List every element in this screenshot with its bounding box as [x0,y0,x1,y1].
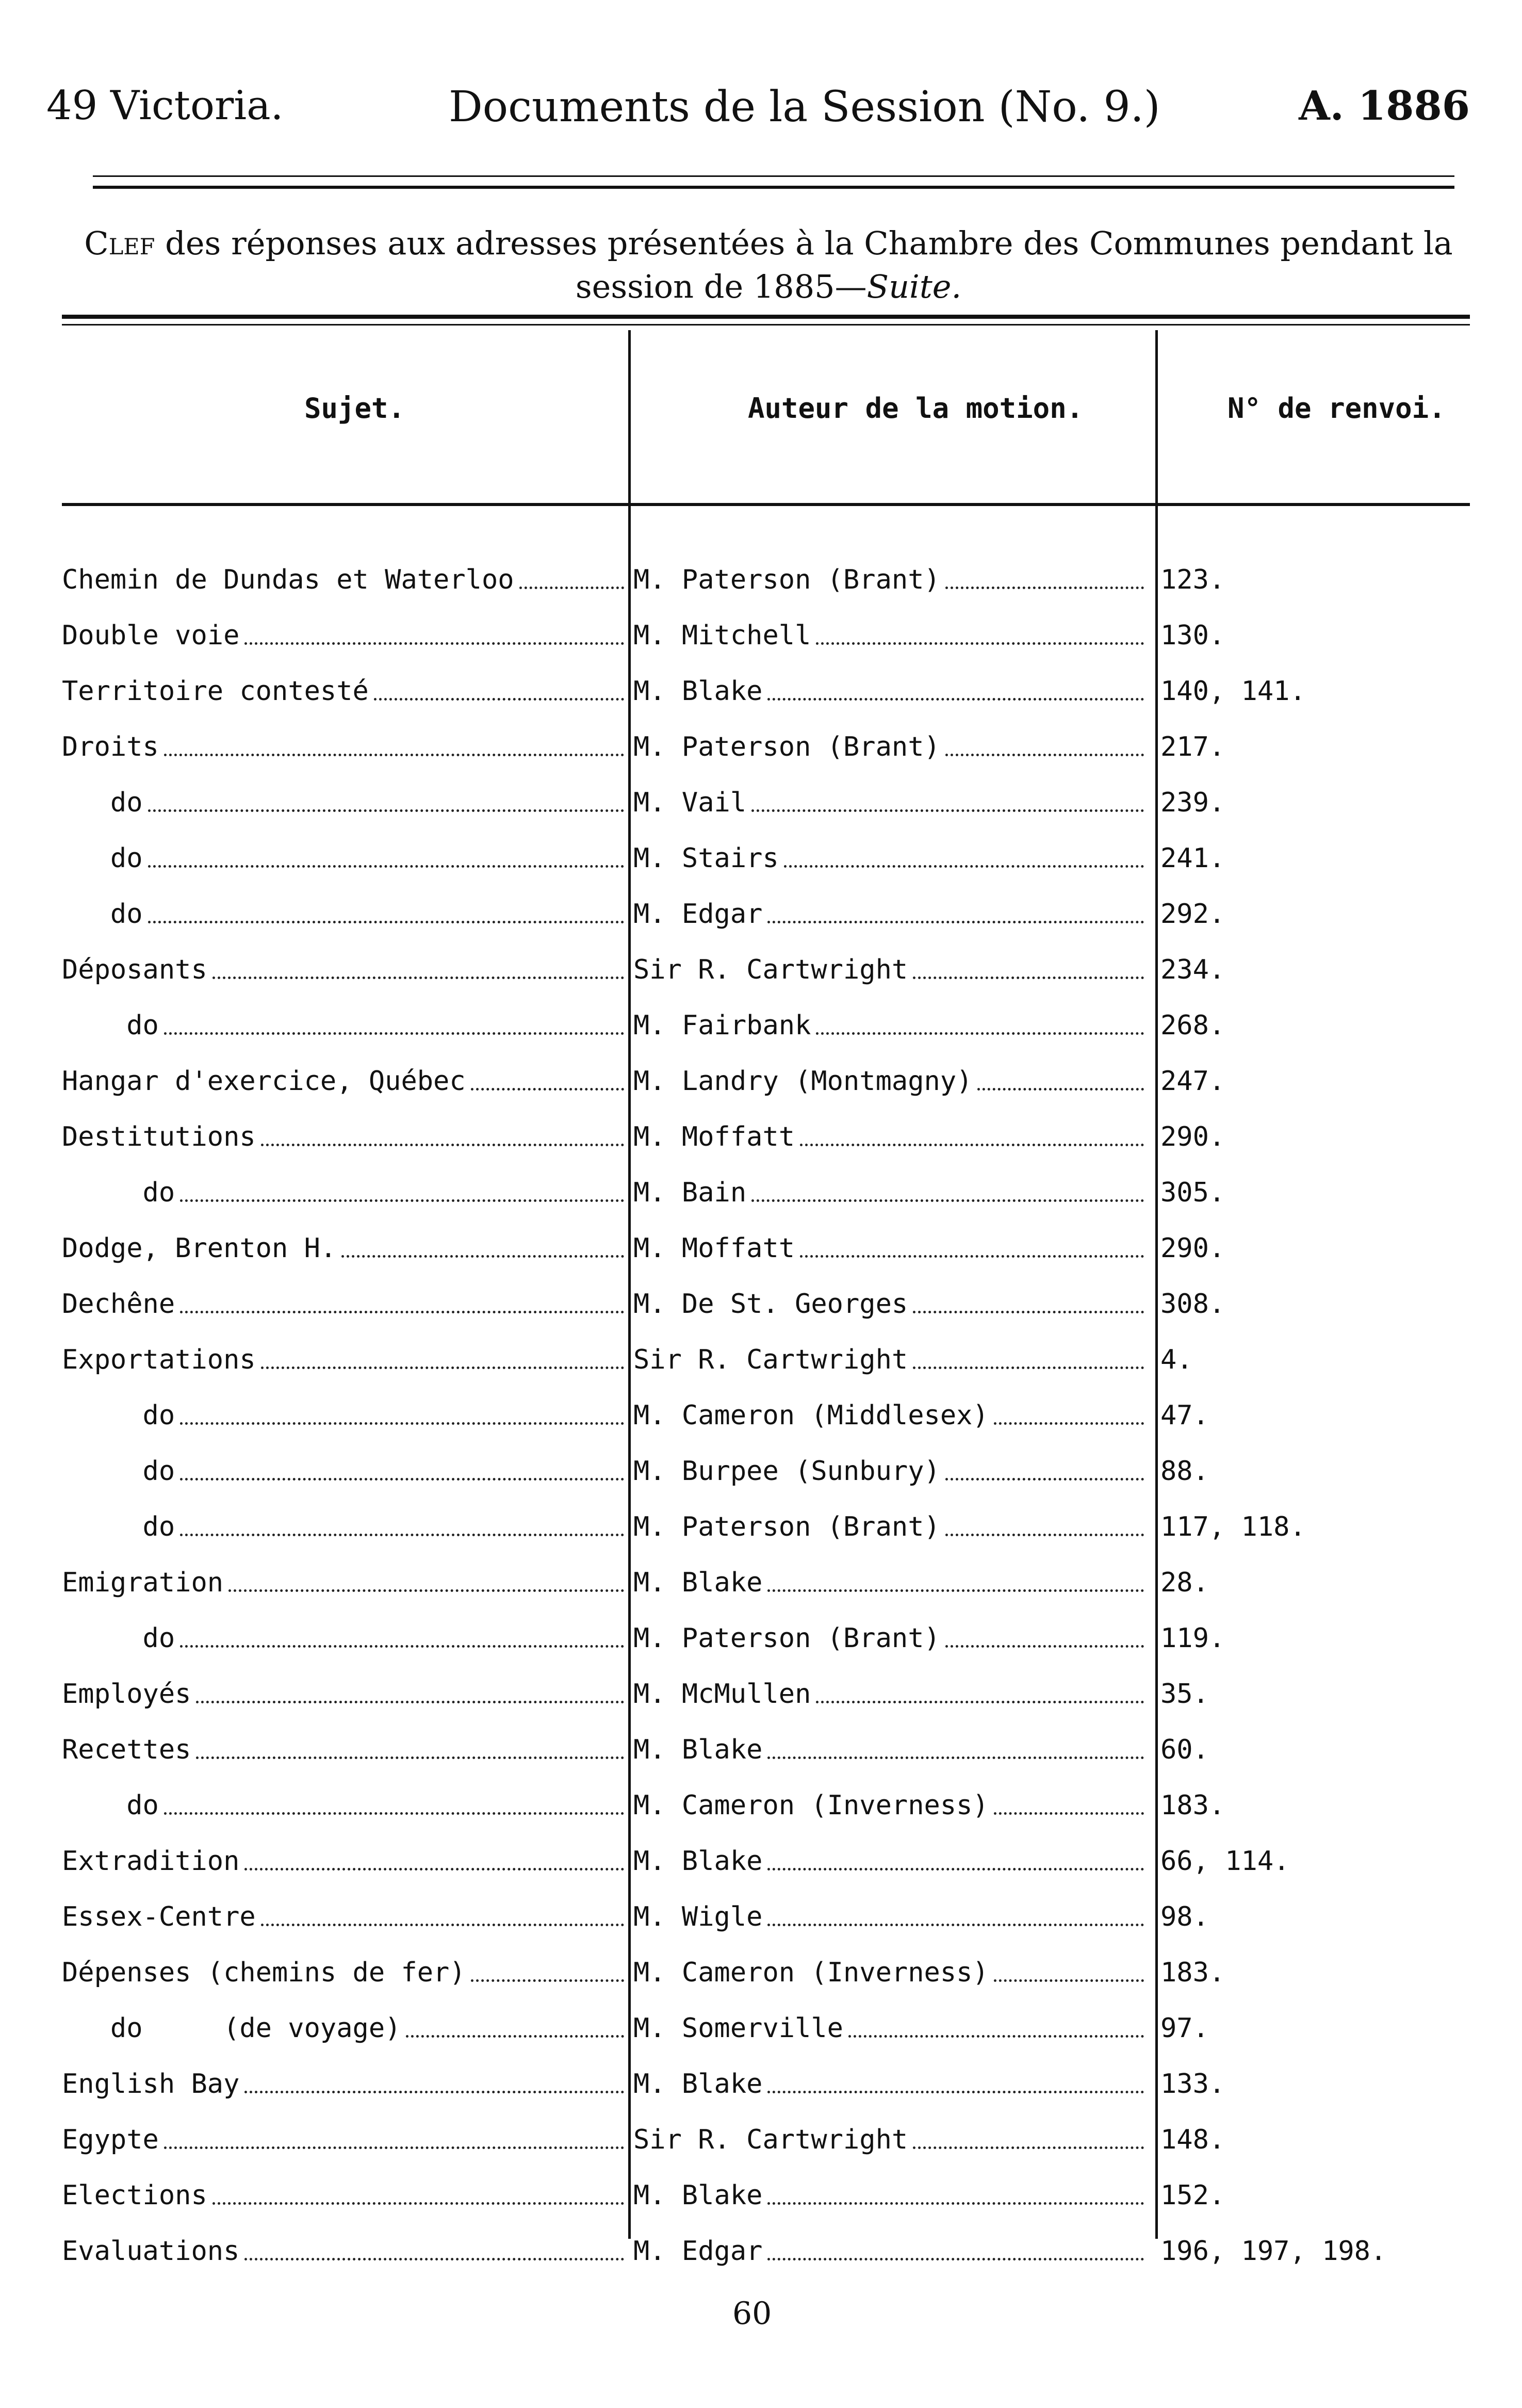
reference-cell-text: 98. [1160,1901,1209,1932]
subject-cell [62,775,629,831]
table-row [0,1499,1522,1555]
reference-cell-text: 130. [1160,620,1225,651]
author-cell-text: M. Paterson (Brant) [633,731,940,762]
page-number: 60 [732,2296,772,2332]
dot-leader [244,2091,624,2093]
subject-cell-text: Elections [62,2180,207,2211]
subject-cell-text: Employés [62,1679,191,1710]
reference-cell [1160,1555,1470,1610]
table-row [0,1053,1522,1109]
table-row [0,1276,1522,1332]
table-row [0,1945,1522,2000]
reference-cell-text: 88. [1160,1456,1209,1487]
reference-cell [1160,1165,1470,1221]
subject-cell [62,1109,629,1165]
table-row [0,2223,1522,2279]
author-cell [633,998,1149,1053]
reference-cell [1160,1610,1470,1666]
table-row [0,608,1522,663]
author-cell [633,1722,1149,1778]
subject-cell-text: do [62,1010,159,1041]
table-row [0,1610,1522,1666]
subject-cell-text: do [62,1511,175,1542]
reference-cell [1160,1778,1470,1833]
dot-leader [244,642,624,645]
reference-cell-text: 305. [1160,1177,1225,1208]
dot-leader [816,1032,1144,1035]
dot-leader [767,1924,1144,1926]
author-cell-text: M. Wigle [633,1901,763,1932]
subject-cell [62,2056,629,2112]
author-cell [633,1165,1149,1221]
subject-cell [62,2000,629,2056]
table-row [0,719,1522,775]
subject-cell-text: Exportations [62,1344,256,1375]
header-left: 49 Victoria. [46,83,284,129]
author-cell-text: M. Landry (Montmagny) [633,1066,973,1097]
reference-cell-text: 119. [1160,1623,1225,1654]
dot-leader [164,754,624,756]
header-center: Documents de la Session (No. 9.) [449,83,1160,132]
reference-cell-text: 239. [1160,787,1225,818]
table-row [0,1555,1522,1610]
author-cell [633,1610,1149,1666]
reference-cell [1160,1221,1470,1276]
reference-cell [1160,1109,1470,1165]
table-row [0,2056,1522,2112]
author-cell-text: M. Blake [633,676,763,707]
reference-cell [1160,1833,1470,1889]
author-cell-text: M. Vail [633,787,747,818]
dot-leader [945,1645,1144,1648]
subject-cell [62,1053,629,1109]
dot-leader [471,1088,624,1091]
dot-leader [767,1868,1144,1870]
author-cell [633,2168,1149,2223]
dot-leader [261,1924,624,1926]
dot-leader [816,1701,1144,1703]
subject-cell [62,942,629,998]
reference-cell [1160,1889,1470,1945]
subject-cell-text: Essex-Centre [62,1901,256,1932]
dot-leader [945,1534,1144,1536]
reference-cell-text: 117, 118. [1160,1511,1306,1542]
dot-leader [784,865,1144,868]
dot-leader [994,1422,1144,1425]
dot-leader [148,809,624,812]
subject-cell [62,1945,629,2000]
author-cell [633,2056,1149,2112]
author-cell [633,1332,1149,1388]
reference-cell [1160,1332,1470,1388]
reference-cell-text: 183. [1160,1957,1225,1988]
subject-cell [62,2223,629,2279]
reference-cell-text: 247. [1160,1066,1225,1097]
author-cell [633,775,1149,831]
author-cell [633,1443,1149,1499]
subject-cell [62,1833,629,1889]
reference-cell-text: 196, 197, 198. [1160,2236,1387,2267]
reference-cell-text: 148. [1160,2124,1225,2155]
author-cell [633,1833,1149,1889]
table-row [0,1778,1522,1833]
dot-leader [800,1255,1144,1258]
reference-cell-text: 152. [1160,2180,1225,2211]
dot-leader [244,1868,624,1870]
author-cell [633,1666,1149,1722]
author-cell-text: M. Moffatt [633,1233,795,1264]
author-cell-text: M. McMullen [633,1679,811,1710]
dot-leader [519,587,624,589]
subject-cell [62,1165,629,1221]
subject-cell-text: do [62,1456,175,1487]
table-row [0,2112,1522,2168]
reference-cell-text: 217. [1160,731,1225,762]
author-cell [633,1889,1149,1945]
author-cell [633,608,1149,663]
subject-cell [62,719,629,775]
dot-leader [848,2035,1144,2038]
reference-cell [1160,831,1470,886]
subject-cell-text: do [62,899,143,930]
dot-leader [913,977,1144,979]
reference-cell-text: 268. [1160,1010,1225,1041]
subject-cell-text: Destitutions [62,1121,256,1152]
reference-cell [1160,552,1470,608]
dot-leader [994,1812,1144,1815]
reference-cell-text: 133. [1160,2069,1225,2100]
subject-cell [62,2168,629,2223]
dot-leader [800,1144,1144,1146]
subject-cell [62,1889,629,1945]
author-cell [633,831,1149,886]
subject-cell [62,1443,629,1499]
reference-cell-text: 35. [1160,1679,1209,1710]
subject-cell-text: Territoire contesté [62,676,369,707]
dot-leader [164,2146,624,2149]
dot-leader [180,1478,624,1480]
author-cell-text: M. Paterson (Brant) [633,1511,940,1542]
dot-leader [767,698,1144,701]
author-cell [633,1555,1149,1610]
dot-leader [374,698,624,701]
table-row [0,1109,1522,1165]
dot-leader [767,2202,1144,2205]
author-cell-text: M. Moffatt [633,1121,795,1152]
table-row [0,1221,1522,1276]
author-cell-text: M. Stairs [633,843,779,874]
dot-leader [244,2258,624,2260]
subject-cell-text: Hangar d'exercice, Québec [62,1066,466,1097]
author-cell [633,1221,1149,1276]
subject-cell-text: do [62,843,143,874]
author-cell-text: M. Blake [633,1846,763,1877]
author-cell-text: M. Somerville [633,2013,843,2044]
running-header [46,83,1470,139]
table-row [0,1666,1522,1722]
reference-cell [1160,608,1470,663]
reference-cell-text: 183. [1160,1790,1225,1821]
subject-cell [62,552,629,608]
dot-leader [228,1589,624,1592]
subject-cell [62,1388,629,1443]
reference-cell [1160,1388,1470,1443]
author-cell [633,1053,1149,1109]
author-cell-text: M. Burpee (Sunbury) [633,1456,940,1487]
subject-cell [62,1332,629,1388]
author-cell [633,1276,1149,1332]
dot-leader [148,865,624,868]
reference-cell [1160,775,1470,831]
reference-cell-text: 290. [1160,1233,1225,1264]
dot-leader [180,1199,624,1202]
subject-cell-text: Droits [62,731,159,762]
table-row [0,1833,1522,1889]
reference-cell [1160,663,1470,719]
dot-leader [261,1144,624,1146]
header-rule-thin [93,175,1454,177]
subject-cell [62,1499,629,1555]
table-row [0,775,1522,831]
subject-cell [62,1778,629,1833]
title-suite: Suite. [866,268,962,305]
dot-leader [212,2202,624,2205]
subject-cell-text: do [62,787,143,818]
table-row [0,1722,1522,1778]
table-row [0,831,1522,886]
reference-cell [1160,1945,1470,2000]
reference-cell [1160,942,1470,998]
dot-leader [767,2091,1144,2093]
column-header-reference: N° de renvoi. [1228,392,1446,425]
dot-leader [148,921,624,923]
table-row [0,1165,1522,1221]
reference-cell-text: 4. [1160,1344,1193,1375]
reference-cell [1160,1443,1470,1499]
subject-cell [62,2112,629,2168]
dot-leader [945,1478,1144,1480]
author-cell [633,2000,1149,2056]
header-rule-thick [93,186,1454,189]
author-cell-text: Sir R. Cartwright [633,954,908,985]
table-row [0,2000,1522,2056]
reference-cell [1160,886,1470,942]
author-cell-text: M. Bain [633,1177,747,1208]
subject-cell-text: do [62,1400,175,1431]
author-cell-text: M. Fairbank [633,1010,811,1041]
title-rule-thin [62,324,1470,326]
author-cell [633,719,1149,775]
table-row [0,2168,1522,2223]
table-row [0,552,1522,608]
subject-cell [62,1555,629,1610]
subject-cell [62,1221,629,1276]
author-cell [633,886,1149,942]
author-cell-text: M. Blake [633,2069,763,2100]
dot-leader [164,1812,624,1815]
author-cell-text: Sir R. Cartwright [633,1344,908,1375]
reference-cell [1160,1276,1470,1332]
dot-leader [180,1311,624,1313]
author-cell [633,1945,1149,2000]
author-cell-text: M. De St. Georges [633,1289,908,1320]
reference-cell [1160,1666,1470,1722]
subject-cell-text: Recettes [62,1734,191,1765]
column-header-author: Auteur de la motion. [748,392,1084,425]
dot-leader [816,642,1144,645]
author-cell [633,1388,1149,1443]
reference-cell-text: 97. [1160,2013,1209,2044]
subject-cell-text: Dodge, Brenton H. [62,1233,337,1264]
author-cell-text: M. Cameron (Middlesex) [633,1400,989,1431]
title-line-2: session de 1885— [575,268,867,305]
author-cell-text: M. Edgar [633,899,763,930]
title-rule-thick [62,315,1470,319]
reference-cell [1160,1499,1470,1555]
dot-leader [913,2146,1144,2149]
dot-leader [180,1534,624,1536]
subject-cell-text: do [62,1623,175,1654]
reference-cell-text: 234. [1160,954,1225,985]
author-cell-text: Sir R. Cartwright [633,2124,908,2155]
dot-leader [471,1979,624,1982]
dot-leader [751,809,1144,812]
table-row [0,1332,1522,1388]
column-header-subject: Sujet. [304,392,405,425]
author-cell [633,2223,1149,2279]
dot-leader [164,1032,624,1035]
subject-cell-text: do (de voyage) [62,2013,401,2044]
reference-cell [1160,1053,1470,1109]
author-cell [633,1778,1149,1833]
column-header-rule [62,503,1470,506]
dot-leader [977,1088,1144,1091]
reference-cell-text: 28. [1160,1567,1209,1598]
header-right: A. 1886 [1299,83,1470,129]
reference-cell-text: 140, 141. [1160,676,1306,707]
reference-cell-text: 60. [1160,1734,1209,1765]
table-row [0,942,1522,998]
dot-leader [913,1366,1144,1369]
dot-leader [180,1422,624,1425]
dot-leader [196,1701,624,1703]
reference-cell [1160,998,1470,1053]
author-cell [633,942,1149,998]
subject-cell-text: Double voie [62,620,240,651]
dot-leader [212,977,624,979]
author-cell [633,1499,1149,1555]
author-cell-text: M. Mitchell [633,620,811,651]
reference-cell-text: 123. [1160,564,1225,595]
dot-leader [406,2035,624,2038]
title-line-1: des réponses aux adresses présentées à la Chambre des Communes pendant la [155,224,1453,262]
dot-leader [767,1756,1144,1759]
subject-cell-text: Extradition [62,1846,240,1877]
author-cell-text: M. Blake [633,1567,763,1598]
author-cell [633,2112,1149,2168]
subject-cell-text: Dépenses (chemins de fer) [62,1957,466,1988]
reference-cell-text: 47. [1160,1400,1209,1431]
reference-cell-text: 241. [1160,843,1225,874]
subject-cell [62,608,629,663]
reference-cell-text: 308. [1160,1289,1225,1320]
dot-leader [261,1366,624,1369]
dot-leader [994,1979,1144,1982]
author-cell-text: M. Cameron (Inverness) [633,1957,989,1988]
reference-cell-text: 66, 114. [1160,1846,1290,1877]
dot-leader [767,2258,1144,2260]
title-first-word: Clef [84,224,155,262]
reference-cell [1160,2168,1470,2223]
dot-leader [341,1255,624,1258]
table-row [0,1443,1522,1499]
table-row [0,663,1522,719]
dot-leader [180,1645,624,1648]
subject-cell-text: do [62,1177,175,1208]
subject-cell [62,886,629,942]
author-cell-text: M. Blake [633,2180,763,2211]
reference-cell [1160,719,1470,775]
table-row [0,1388,1522,1443]
subject-cell [62,1666,629,1722]
subject-cell [62,831,629,886]
subject-cell-text: Emigration [62,1567,224,1598]
subject-cell [62,1276,629,1332]
dot-leader [196,1756,624,1759]
dot-leader [767,921,1144,923]
author-cell-text: M. Blake [633,1734,763,1765]
dot-leader [945,587,1144,589]
reference-cell [1160,2000,1470,2056]
subject-cell-text: Evaluations [62,2236,240,2267]
author-cell [633,663,1149,719]
dot-leader [913,1311,1144,1313]
dot-leader [751,1199,1144,1202]
reference-cell [1160,2056,1470,2112]
table-row [0,1889,1522,1945]
dot-leader [945,754,1144,756]
subject-cell-text: Dechêne [62,1289,175,1320]
reference-cell [1160,1722,1470,1778]
subject-cell-text: Déposants [62,954,207,985]
page-title [62,222,1475,308]
table-row [0,886,1522,942]
table-row [0,998,1522,1053]
author-cell [633,1109,1149,1165]
reference-cell [1160,2223,1470,2279]
subject-cell-text: English Bay [62,2069,240,2100]
reference-cell [1160,2112,1470,2168]
author-cell-text: M. Paterson (Brant) [633,1623,940,1654]
reference-cell-text: 292. [1160,899,1225,930]
subject-cell [62,1722,629,1778]
author-cell-text: M. Edgar [633,2236,763,2267]
author-cell-text: M. Cameron (Inverness) [633,1790,989,1821]
subject-cell [62,1610,629,1666]
subject-cell [62,998,629,1053]
author-cell-text: M. Paterson (Brant) [633,564,940,595]
subject-cell-text: Chemin de Dundas et Waterloo [62,564,514,595]
reference-cell-text: 290. [1160,1121,1225,1152]
subject-cell-text: do [62,1790,159,1821]
author-cell [633,552,1149,608]
dot-leader [767,1589,1144,1592]
subject-cell-text: Egypte [62,2124,159,2155]
subject-cell [62,663,629,719]
